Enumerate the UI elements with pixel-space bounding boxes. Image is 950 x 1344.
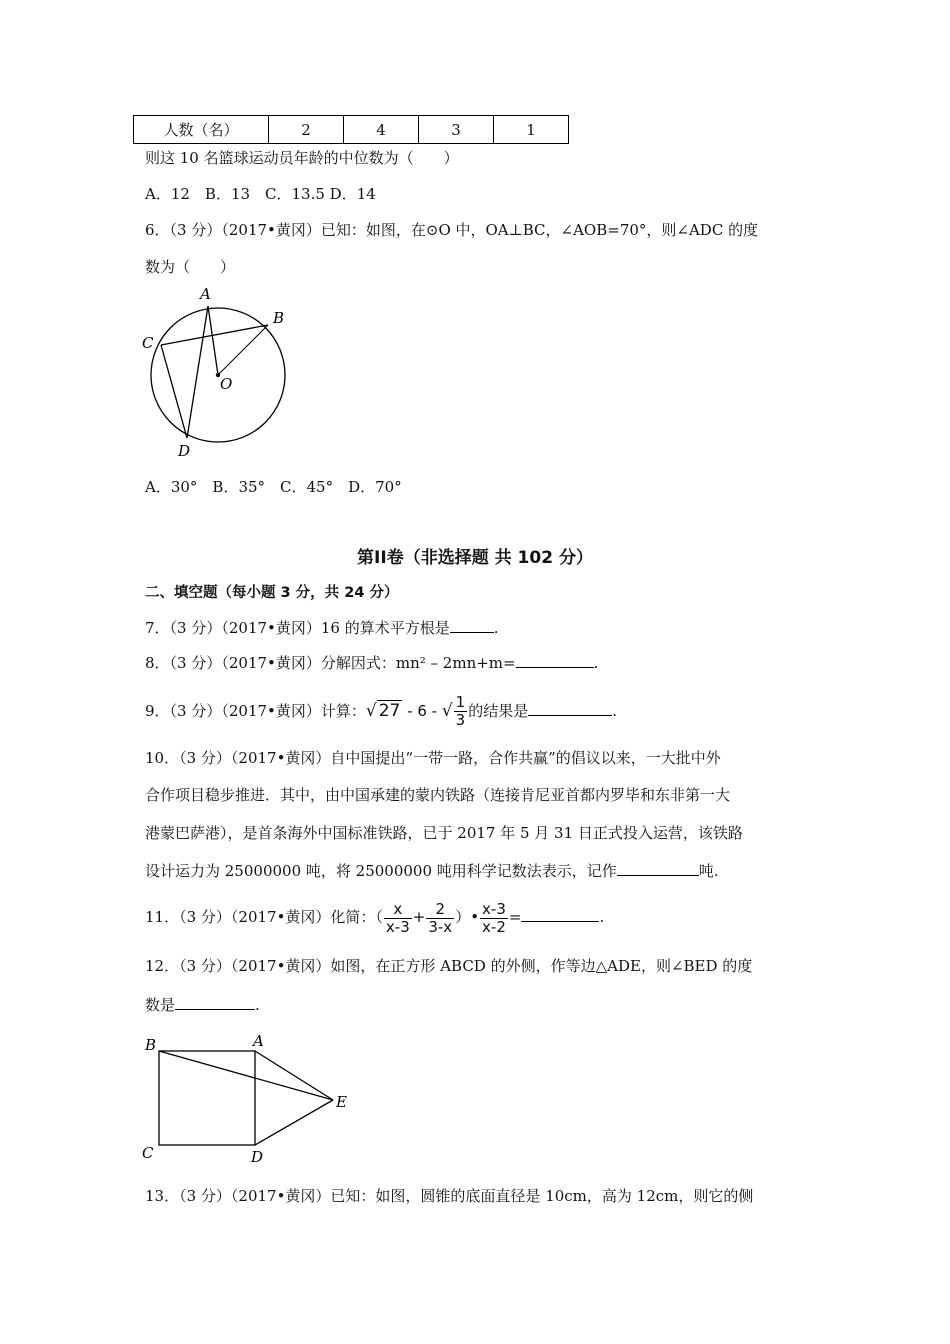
q8 [145, 653, 598, 673]
q10-line4-end: 吨. [698, 862, 719, 880]
equals-sign: = [508, 908, 522, 926]
circle-figure [135, 284, 305, 464]
label-a: A [200, 285, 211, 303]
fraction-1-3 [454, 694, 468, 729]
label-o: O [220, 375, 233, 393]
frac-den: x-2 [482, 917, 506, 936]
frac-num: x-3 [482, 899, 506, 918]
q7-end: . [493, 619, 499, 637]
answer-blank [528, 701, 612, 716]
sqrt-27: √ 27 [365, 701, 401, 721]
q9-after: 的结果是 [468, 702, 529, 720]
label-c: C [142, 334, 154, 352]
q5-stem: 则这 10 名篮球运动员年龄的中位数为（ ） [145, 149, 459, 167]
q6-line2: 数为（ ） [145, 258, 236, 276]
segment-ao [208, 306, 218, 375]
label-a: A [253, 1032, 264, 1050]
q11-end: . [599, 908, 605, 926]
answer-blank [521, 907, 599, 922]
segment-ad [187, 306, 208, 438]
q12-line2 [145, 995, 260, 1015]
q11-text: 11．（3 分）（2017•黄冈）化简：（ [145, 908, 383, 926]
fraction-x-over-x-3 [384, 901, 412, 936]
fraction-2-over-3-x [426, 901, 454, 936]
q9-text: 9．（3 分）（2017•黄冈）计算： [145, 702, 366, 720]
q8-end: . [593, 654, 599, 672]
segment-cb [161, 325, 268, 345]
q12-end: . [255, 996, 260, 1014]
square-figure [135, 1030, 365, 1170]
label-b: B [145, 1036, 157, 1054]
q7 [145, 618, 499, 638]
label-d: D [178, 442, 191, 460]
q12-line1: 12．（3 分）（2017•黄冈）如图，在正方形 ABCD 的外侧，作等边△ADE，则∠BED 的度 [145, 957, 753, 975]
q13-line1: 13．（3 分）（2017•黄冈）已知：如图，圆锥的底面直径是 10cm，高为 12cm，则它的侧 [145, 1187, 754, 1205]
frac-den: 3-x [428, 917, 453, 936]
frac-den: x-3 [385, 917, 410, 936]
q10-line2: 合作项目稳步推进．其中，由中国承建的蒙内铁路（连接肯尼亚首都内罗毕和东非第一大 [145, 786, 731, 804]
q10-line4 [145, 861, 719, 881]
section-title: 第II卷（非选择题 共 102 分） [357, 548, 593, 568]
frac-num: 1 [455, 692, 466, 711]
q9-end: . [612, 702, 618, 720]
q6-line1: 6．（3 分）（2017•黄冈）已知：如图，在⊙O 中，OA⊥BC，∠AOB=70°，则∠ADC 的度 [145, 221, 759, 239]
segment-ae [255, 1051, 333, 1100]
table-cell: 3 [419, 116, 494, 144]
q10-line3: 港蒙巴萨港），是首条海外中国标准铁路，已于 2017 年 5 月 31 日正式投入运营，该铁路 [145, 824, 743, 842]
fraction-x-3-over-x-2 [480, 901, 508, 936]
segment-be [159, 1051, 333, 1100]
table-row [134, 116, 569, 144]
q9-mid: - 6 - [402, 702, 442, 720]
answer-blank [175, 995, 255, 1010]
label-c: C [142, 1144, 154, 1162]
data-table [133, 115, 569, 144]
table-row-label: 人数（名） [134, 116, 269, 144]
frac-num: x [384, 901, 412, 919]
q10-line4-text: 设计运力为 25000000 吨，将 25000000 吨用科学记数法表示，记作 [145, 862, 617, 880]
frac-den: 3 [455, 710, 466, 729]
label-b: B [273, 309, 285, 327]
segment-de [255, 1100, 333, 1145]
answer-blank [516, 653, 594, 668]
sqrt-arg: 27 [378, 701, 401, 721]
table-cell: 2 [269, 116, 344, 144]
label-e: E [336, 1093, 347, 1111]
q7-text: 7．（3 分）（2017•黄冈）16 的算术平方根是 [145, 619, 450, 637]
plus-sign: + [412, 908, 426, 926]
q11 [145, 897, 604, 937]
q9 [145, 692, 617, 730]
table-cell: 1 [494, 116, 569, 144]
q5-options: A．12 B．13 C．13.5 D．14 [145, 185, 376, 203]
answer-blank [450, 618, 494, 633]
sqrt-frac: √ $\frac{1}{3}$ [441, 692, 466, 729]
answer-blank [617, 861, 699, 876]
close-paren: ）• [455, 908, 480, 926]
segment-cd [161, 345, 187, 438]
frac-num: 2 [426, 901, 454, 919]
q8-text: 8．（3 分）（2017•黄冈）分解因式：mn² – 2mn+m= [145, 654, 516, 672]
part2-heading: 二、填空题（每小题 3 分，共 24 分） [145, 585, 399, 601]
label-d: D [251, 1148, 264, 1166]
q12-line2-text: 数是 [145, 996, 176, 1014]
table-cell: 4 [344, 116, 419, 144]
q6-options: A．30° B．35° C．45° D．70° [145, 478, 402, 496]
q10-line1: 10．（3 分）（2017•黄冈）自中国提出“一带一路，合作共赢”的倡议以来，一大批中外 [145, 749, 721, 767]
